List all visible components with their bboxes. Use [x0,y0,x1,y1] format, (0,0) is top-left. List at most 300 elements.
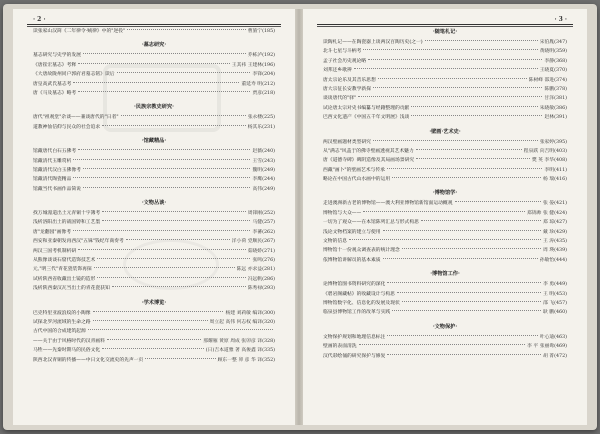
toc-entry[interactable] [323,38,567,47]
toc-entry-title: 博物馆数字化、信息化的发展及现状 [323,300,400,306]
toc-entry-page: (429) [554,229,567,235]
toc-entry-title: 两汉壁画题材类型研究 [323,139,371,145]
section-heading [323,269,567,280]
toc-entry-page: (243) [262,158,275,164]
section-heading-text: ·民族宗教史研究· [134,104,174,111]
toc-entry-title: 一切为了观众——在本馆陈列汇总与形式构思 [323,220,419,226]
toc-entry-title: 马牲——先秦时期马的民俗文化 [33,348,101,354]
toc-entry-title: 试论唐太宗对史书编纂与经籍整理的贡献 [323,105,410,111]
section-heading-text: ·随笔札记· [432,29,458,35]
toc-entry-title: 《大唐故陇州同户郭府君墓志铭》读后 [33,72,115,78]
toc-entry-title: 汉代彩绘俑的研究保护与修复 [323,353,386,359]
toc-entry-page: (335) [262,348,275,354]
toc-entry-title: 略论在中国古代山水画中的运用 [323,177,391,183]
toc-entry-title: 文物的信息 [323,239,347,245]
toc-entry-author: 赵薇 [252,149,263,155]
toc-entry[interactable] [323,113,567,122]
toc-entry[interactable] [323,175,567,184]
toc-entry[interactable] [33,256,275,265]
page-number: · 2 · [33,16,46,23]
toc-entry-title: 文物保护规划和地理信息标注 [323,334,386,340]
toc-entry[interactable] [323,352,567,361]
toc-entry-author: 邵 飞 [542,300,555,306]
toc-entry-page: (218) [262,90,275,96]
toc-entry[interactable] [33,27,275,36]
section-heading-text: ·学术博览· [141,299,167,306]
toc-entry-title: 馆藏清代汉白玉佛像考 [33,167,81,173]
toc-entry-title: 陕西北汉青铜的传播——中日文化交流史的先声一页 [33,357,144,363]
toc-entry[interactable] [323,147,567,156]
toc-entry[interactable] [323,228,567,237]
dot-leader [93,311,224,312]
toc-entry-author: 茹晓娇 [247,248,263,254]
toc-entry[interactable] [323,47,567,56]
toc-entry-title: 临泉县博物馆工作的改革与实践 [323,310,391,316]
toc-entry-author: 李 勇 [542,282,555,288]
dot-leader [387,282,541,283]
dot-leader [455,201,541,202]
section-heading-text: ·墓志研究· [141,42,167,49]
toc-entry[interactable] [323,256,567,265]
toc-entry[interactable] [33,318,275,327]
dot-leader [397,292,541,293]
toc-entry-title: 《碧岩阁藏帖》的收藏设计与构思 [323,291,395,297]
toc-entry-title: 走进澳洲新古老的博物馆——澳大利亚博物馆新馆面运动概观 [323,201,453,207]
toc-entry-page: (320) [262,319,275,325]
toc-entry[interactable] [323,138,567,147]
section-heading [323,322,567,333]
dot-leader [107,339,201,340]
section-heading [33,136,275,147]
toc-list [33,27,275,417]
dot-leader [127,29,245,30]
toc-list [323,27,567,417]
toc-entry[interactable] [33,113,275,122]
toc-entry-page: (469) [554,344,567,350]
toc-entry-page: (439) [554,248,567,254]
toc-entry-author: 陈秀禄 [247,286,263,292]
toc-entry-page: (395) [554,139,567,145]
toc-entry[interactable] [33,157,275,166]
toc-entry-page: (408) [554,158,567,164]
toc-entry[interactable] [33,275,275,284]
toc-entry-author: 张永楼 [247,115,263,121]
toc-entry-author: 胡 菁 [542,353,555,359]
dot-leader [387,335,537,336]
dot-leader [88,329,273,330]
toc-entry-title: 从熊像谈谈石窟代造饰技艺术 [33,258,96,264]
toc-entry-page: (257) [262,220,275,226]
toc-entry[interactable] [323,209,567,218]
toc-entry-title: 两汉三国考机制析研 [33,248,77,254]
toc-entry-page: (370) [554,68,567,74]
toc-entry-author: 甘泽 [544,96,555,102]
toc-entry-page: (271) [262,248,275,254]
section-heading [323,188,567,199]
dot-leader [83,168,251,169]
toc-entry-author: 董延寿 明 [241,81,263,87]
toc-entry-author: 冯远帆 [247,276,263,282]
toc-entry-page: (460) [554,310,567,316]
toc-entry-author: 杨 瑞 [542,177,555,183]
dot-leader [121,115,246,116]
dot-leader [359,344,525,345]
toc-entry-title: 浅论文物档案的建立与使用 [323,229,381,235]
toc-entry-page: (192) [262,53,275,59]
toc-entry-author: 陈鹏 [544,86,555,92]
toc-entry[interactable] [33,147,275,156]
toc-entry-page: (424) [554,210,567,216]
toc-entry[interactable] [33,327,275,336]
toc-entry[interactable] [33,89,275,98]
toc-entry-page: (472) [554,353,567,359]
dot-leader [392,177,541,178]
dot-leader [102,220,250,221]
toc-entry-title: 墓志研究与史学的发展 [33,53,81,59]
dot-leader [349,239,541,240]
toc-entry-page: (368) [554,58,567,64]
toc-entry-title: 浅析洛阳出土的战国铸和工艺墨 [33,220,101,226]
dot-leader [383,258,538,259]
toc-entry-page: (225) [262,115,275,121]
toc-entry-title: 唐皇高武氏墓志考 [33,81,72,87]
toc-entry-author: 张家婷 [539,139,555,145]
dot-leader [373,87,543,88]
dot-leader [368,59,542,60]
toc-entry-title: 浅析陕西秦汉瓦当出土的青花瓷获知 [33,286,110,292]
toc-entry-title: 从"满志"风盖于的佛寺壁画透视其艺术魅力 [323,148,414,154]
toc-entry-author: 杨其乐 [247,124,263,130]
dot-leader [363,211,525,212]
toc-entry[interactable] [33,61,275,70]
toc-entry[interactable] [323,199,567,208]
dot-leader [416,158,530,159]
toc-entry-title: 馆藏唐代白石五佛考 [33,149,77,155]
toc-entry-title: 唐《道德寺碑》碑阴造像及其局画场景研究 [323,158,415,164]
toc-entry-title: 试探北罗河流域的生命之路 [33,319,91,325]
section-heading [33,102,275,113]
left-page [13,9,295,425]
toc-entry-page: (281) [262,267,275,273]
section-heading-text: ·文物丛谈· [141,200,167,207]
toc-entry[interactable] [323,246,567,255]
toc-entry-title: 试析陕西省收藏出土镜的造形 [33,276,96,282]
toc-entry-title: 唐代"祖观堂"杂谈——兼谈唐代的"日者" [33,115,119,121]
toc-entry-page: (435) [554,239,567,245]
toc-entry-title: 孟子社会历史观论略 [323,58,367,64]
section-heading-text: ·文物保护· [432,323,458,330]
toc-entry-page: (300) [262,310,275,316]
toc-entry-title: 道教神仙信仰与民众的社会追求 [33,124,101,130]
toc-entry-title: 读张家山汉简《二年律令·贼律》中的"逆役" [33,29,126,34]
toc-entry-author: 乔栋泸 [247,53,263,59]
toc-entry-author: 王 明 [542,291,555,297]
header-rule [317,24,573,25]
toc-entry-author: 李 平 张丽鸯 [527,344,555,350]
section-heading [33,298,275,309]
section-heading [33,40,275,51]
toc-entry-author: 曹旅宁 [247,29,263,34]
toc-entry-author: 张 晏 [542,201,555,207]
toc-entry[interactable] [323,308,567,317]
dot-leader [97,258,250,259]
dot-leader [102,211,246,212]
toc-entry-title: 巴克特里亚波浪纹的小陶像 [33,310,91,316]
section-heading-text: ·博物馆工作· [430,271,460,278]
toc-entry-author: 李静 [544,58,555,64]
section-heading [323,27,567,38]
toc-entry[interactable] [323,290,567,299]
toc-entry[interactable] [33,123,275,132]
toc-entry-page: (352) [262,357,275,363]
toc-entry[interactable] [33,218,275,227]
toc-entry-page: (286) [262,276,275,282]
toc-entry-title: 读陶札记——在陶瓷器上谈两汉百陶历史(之一) [323,40,423,45]
toc-entry-page: (185) [262,29,275,34]
toc-entry-author: (日)吉本道雅 著 高俊鑫 译 [205,348,263,354]
section-heading-text: ·博物馆学· [432,190,458,197]
toc-entry[interactable] [33,237,275,246]
toc-entry[interactable] [33,166,275,175]
toc-entry-author: 王 涛 [542,239,555,245]
toc-entry-author: 周立起 高伟 何志权 编译 [209,319,263,325]
toc-entry-page: (212) [262,81,275,87]
dot-leader [73,159,250,160]
book-spine [295,9,303,425]
toc-entry-page: (249) [262,167,275,173]
toc-entry-title: 元,"明三代"青花瓷装饰再探 [33,267,92,273]
toc-entry-title: 唐"龙翻园"画像考 [33,229,71,235]
toc-entry-page: (347) [554,40,567,45]
toc-entry-page: (378) [554,86,567,92]
toc-entry-page: (196) [262,62,275,68]
dot-leader [373,140,538,141]
toc-entry-author: 李明 [544,167,555,173]
toc-entry-page: (444) [554,257,567,263]
toc-entry[interactable] [33,247,275,256]
dot-leader [378,78,527,79]
dot-leader [78,63,230,64]
toc-entry-author: 马健 [252,220,263,226]
toc-entry[interactable] [33,209,275,218]
toc-entry-author: 孙敏怡 [539,257,555,263]
toc-entry-author: 杨建 刘莉敏 编译 [225,310,263,316]
toc-entry[interactable] [33,284,275,293]
toc-entry-author: 叶心迪 [539,334,555,340]
toc-entry-title: 馆藏当代书画作品简说 [33,186,81,192]
toc-entry-page: (453) [554,291,567,297]
toc-entry-page: (293) [262,286,275,292]
dot-leader [421,220,541,221]
dot-leader [83,187,251,188]
toc-entry[interactable] [33,337,275,346]
dot-leader [102,348,204,349]
toc-entry-title: 馆藏清代陶瓷精品 [33,177,72,183]
toc-entry[interactable] [33,80,275,89]
dot-leader [411,115,542,116]
dot-leader [145,358,215,359]
toc-entry-page: (416) [554,177,567,183]
dot-leader [402,248,541,249]
toc-entry-title: 唐《马及墓志》略考 [33,90,77,96]
toc-entry-page: (231) [262,124,275,130]
dot-leader [354,68,538,69]
toc-entry-title: ——关于由于风格时代的汉青画料 [33,338,105,344]
toc-entry-author: 周 瑛 [542,248,555,254]
dot-leader [383,230,541,231]
toc-entry-title: 论博物馆图书资料研究的深化 [323,282,386,288]
toc-entry-title: 找万城漫道出土元青铜十字簿考 [33,211,101,217]
toc-entry-page: (463) [554,334,567,340]
toc-entry-author: 那耀雁 黄原 周成 张卯彦 译 [203,338,263,344]
toc-entry[interactable] [323,333,567,342]
dot-leader [73,230,250,231]
toc-entry-page: (449) [554,282,567,288]
toc-entry[interactable] [323,156,567,165]
toc-entry-page: (391) [554,115,567,121]
toc-entry-title: 《唐崔宏墓志》考释 [33,62,77,68]
dot-leader [78,91,250,92]
toc-entry-page: (386) [554,105,567,111]
toc-entry-title: 唐太宗论乐及其音乐思想 [323,77,376,83]
dot-leader [112,286,246,287]
section-heading [323,127,567,138]
toc-entry[interactable] [33,175,275,184]
toc-entry-page: (249) [262,186,275,192]
dot-leader [78,249,246,250]
toc-entry[interactable] [33,51,275,60]
toc-entry-author: 陈远 亦求益 [236,267,263,273]
toc-entry[interactable] [323,104,567,113]
toc-entry-page: (411) [554,167,567,173]
toc-entry[interactable] [323,94,567,103]
toc-entry-title: 馆藏清代玉雕赏析 [33,158,72,164]
toc-entry-title: 刘邦还乡歌辨 [323,68,352,74]
dot-leader [425,40,538,41]
toc-entry-author: 戴 珍 [542,229,555,235]
dot-leader [126,239,230,240]
toc-entry-author: 李鹰 [252,177,263,183]
toc-entry[interactable] [33,185,275,194]
toc-entry-author: 周锋刚 [247,211,263,217]
toc-entry-page: (240) [262,149,275,155]
toc-entry-author: 高伟 [252,186,263,192]
toc-entry-author: 顾东一整 卯 彦 华 译 [217,357,263,363]
right-page [303,9,587,425]
toc-entry-title: 博物馆与大众—— [323,210,362,216]
toc-entry-author: 宋伯胤 [539,40,555,45]
toc-entry-page: (252) [262,211,275,217]
toc-entry-title: 唐大宗征长安教学新探 [323,86,371,92]
toc-entry[interactable] [323,66,567,75]
toc-entry[interactable] [33,228,275,237]
toc-entry[interactable] [323,57,567,66]
dot-leader [78,149,250,150]
toc-entry-page: (421) [554,201,567,207]
dot-leader [411,106,537,107]
toc-entry-title: 博物馆十一份观众调查表的统计理念 [323,248,400,254]
toc-entry[interactable] [33,356,275,365]
toc-entry[interactable] [323,218,567,227]
dot-leader [416,149,522,150]
toc-entry-author: 朱晓敏 [539,105,555,111]
toc-entry[interactable] [323,166,567,175]
toc-entry-title: 壁画的表面清洗 [323,344,357,350]
toc-entry[interactable] [323,342,567,351]
dot-leader [83,53,246,54]
dot-leader [387,168,543,169]
toc-entry-author: 魏明 [252,167,263,173]
toc-entry[interactable] [33,265,275,274]
toc-entry-page: (403) [554,148,567,154]
toc-entry-author: 洋小荷 党顺民 [231,239,263,245]
toc-entry-author: 郑锦帅 张 健 [527,210,555,216]
toc-entry[interactable] [323,85,567,94]
toc-entry[interactable] [33,309,275,318]
toc-entry-author: 李锋 [252,72,263,78]
open-book [3,4,597,430]
toc-entry-page: (328) [262,338,275,344]
toc-entry-page: (276) [262,258,275,264]
toc-entry[interactable] [323,76,567,85]
dot-leader [358,96,542,97]
toc-entry-author: 耿 鹏 [542,310,555,316]
toc-entry-page: (204) [262,72,275,78]
toc-entry-page: (267) [262,239,275,245]
toc-entry-author: 王雪 [252,158,263,164]
toc-entry-author: 樊 英 李华 [531,158,555,164]
toc-entry-author: 王晓夏 [539,68,555,74]
dot-leader [97,277,245,278]
toc-entry-page: (427) [554,220,567,226]
toc-entry-author: 郑 琼 [542,220,555,226]
toc-entry-page: (244) [262,177,275,183]
dot-leader [387,354,541,355]
toc-entry[interactable] [33,70,275,79]
section-heading-text: ·壁画·艺术史· [429,128,461,135]
toc-entry-page: (359) [554,49,567,55]
toc-entry-author: 陈树峰 邵进 [528,77,555,83]
toc-entry-title: 巴西文化遗产《中国五千年文明展》浅谈 [323,115,410,121]
toc-entry[interactable] [323,280,567,289]
toc-entry-author: 张鸣 [252,258,263,264]
dot-leader [93,320,208,321]
toc-entry-title: 依博物馆讲解员的基本素质 [323,257,381,263]
header-rule [27,24,281,25]
toc-entry-title: 西藏"画卜"的壁画艺术与传承 [323,167,385,173]
toc-entry-author: 王其祎 王建林 [231,62,263,68]
toc-entry-page: (374) [554,77,567,83]
toc-entry-page: (381) [554,96,567,102]
toc-entry[interactable] [323,299,567,308]
toc-entry[interactable] [33,346,275,355]
toc-entry-title: 西安和亚秦朝发再西汉"五铢"钱纪年商奏考 [33,239,124,245]
toc-entry-title: 古代中国的合成建筑起源 [33,329,86,335]
dot-leader [94,267,235,268]
section-heading [33,198,275,209]
dot-leader [392,310,541,311]
toc-entry-author: 李蕃 [252,229,263,235]
toc-entry-author: 贾彦 [252,90,263,96]
page-number: · 3 · [554,16,567,23]
dot-leader [102,125,246,126]
dot-leader [402,301,541,302]
toc-entry-title: 北斗七星与斗柄考 [323,49,362,55]
toc-entry[interactable] [323,237,567,246]
dot-leader [363,49,537,50]
toc-entry-page: (262) [262,229,275,235]
toc-entry-page: (457) [554,300,567,306]
